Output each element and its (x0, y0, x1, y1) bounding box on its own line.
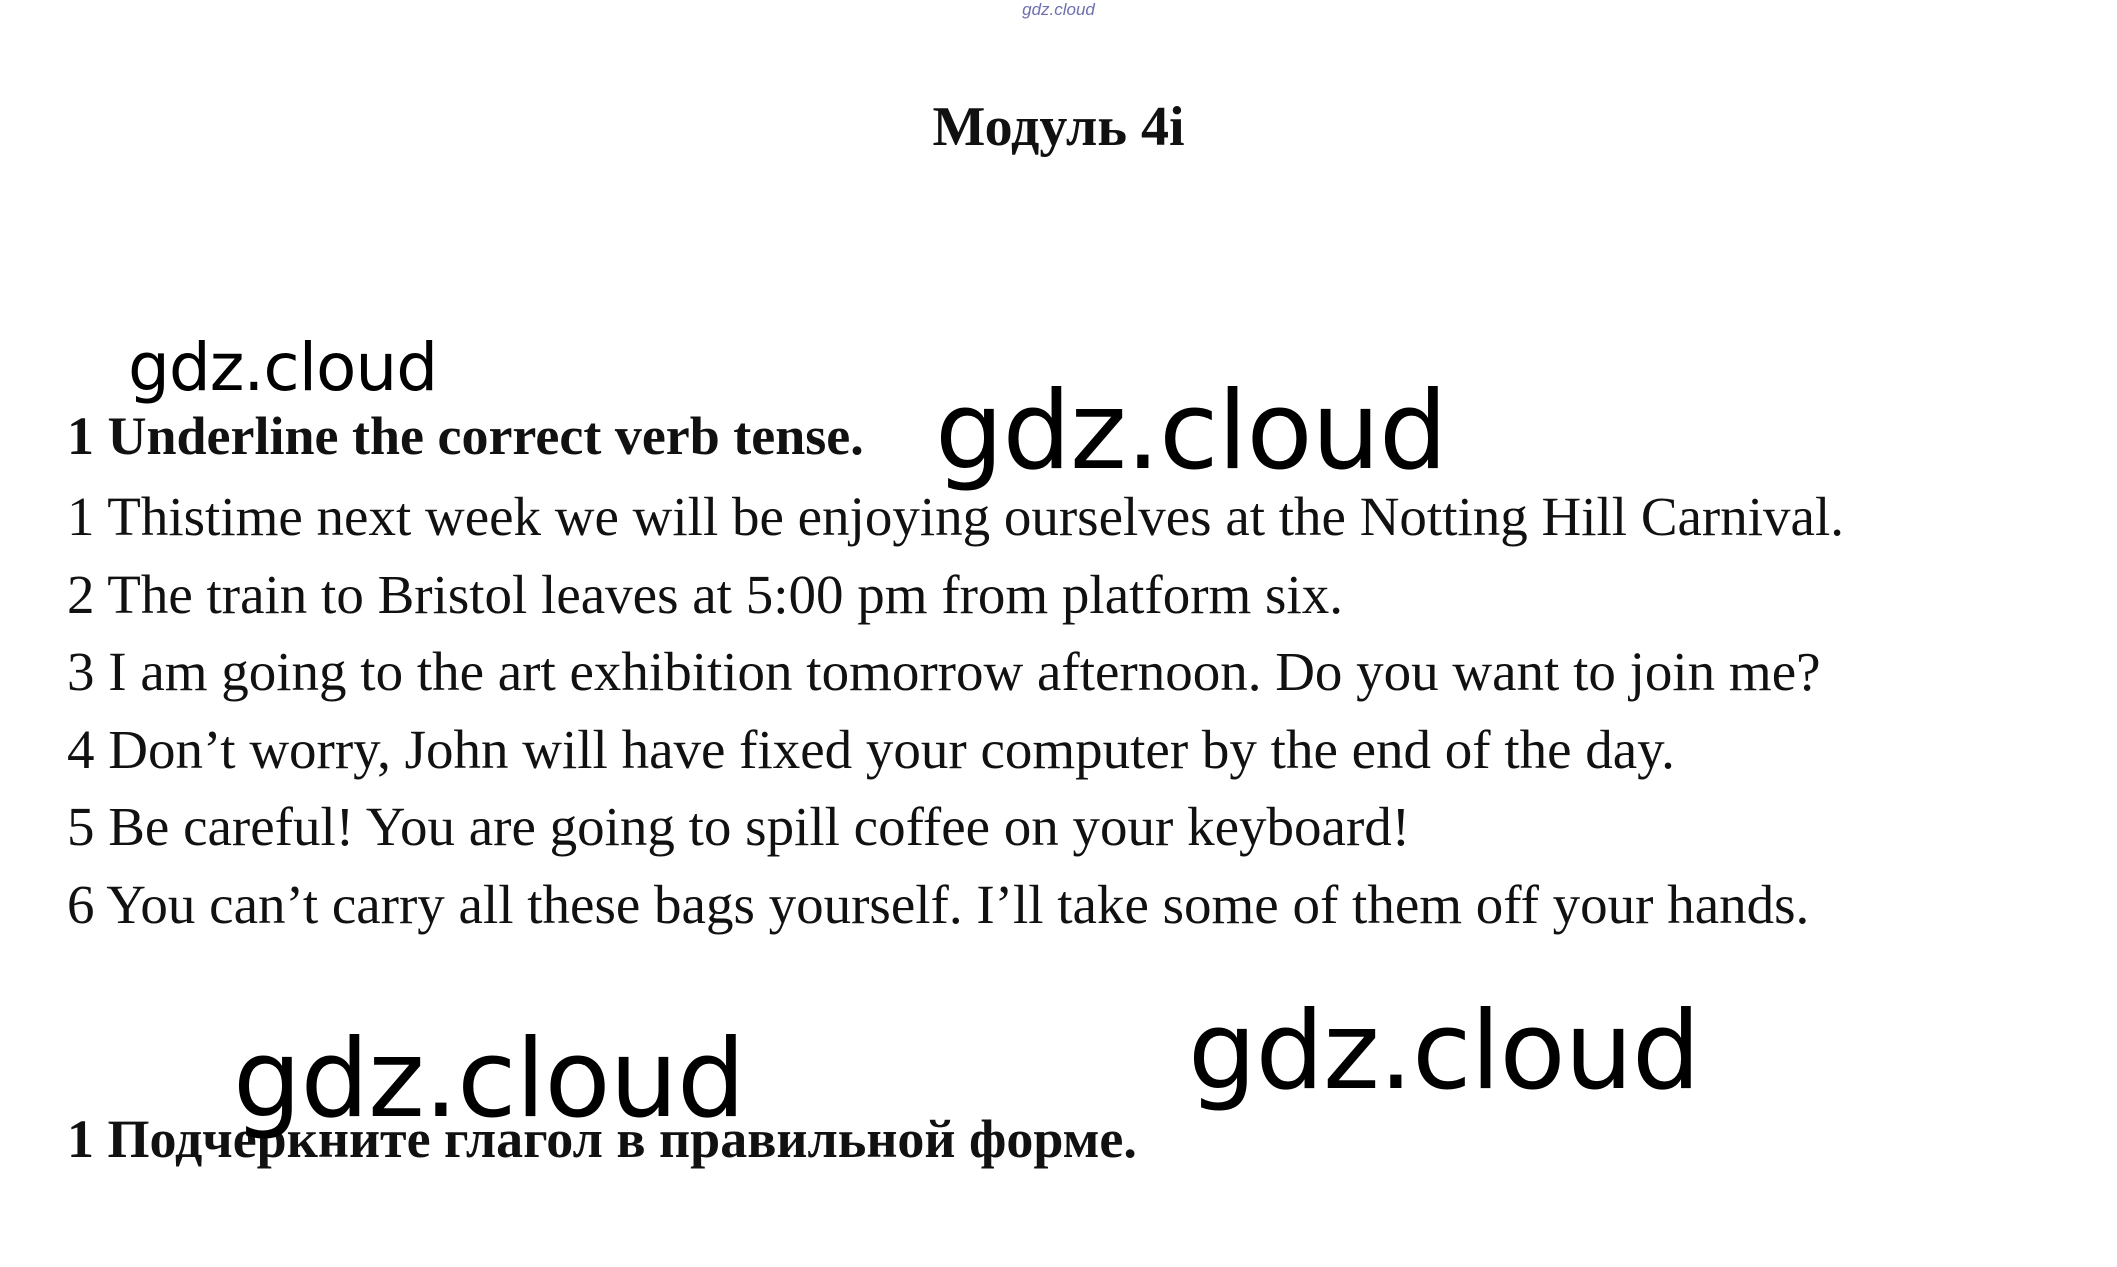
sentence-3: 3 I am going to the art exhibition tomorrow afternoon. Do you want to join me? (67, 641, 1821, 702)
watermark-large-left: gdz.cloud (233, 1017, 745, 1142)
watermark-small: gdz.cloud (128, 329, 438, 406)
sentence-2: 2 The train to Bristol leaves at 5:00 pm from platform six. (67, 563, 1343, 625)
sentence-5: 5 Be careful! You are going to spill coffee on your keyboard! (67, 796, 1411, 857)
sentence-1: 1 Thistime next week we will be enjoying ourselves at the Notting Hill Carnival. (67, 486, 1844, 547)
page-title: Модуль 4i (932, 96, 1185, 158)
exercise-heading-ru: 1 Подчеркните глагол в правильной форме. (67, 1109, 1137, 1169)
top-watermark: gdz.cloud (1022, 0, 1095, 19)
watermark-large-right: gdz.cloud (1188, 989, 1700, 1114)
exercise-heading-en: 1 Underline the correct verb tense. (67, 406, 864, 466)
sentence-6: 6 You can’t carry all these bags yourself. I’ll take some of them off your hands. (67, 873, 1810, 935)
sentence-4: 4 Don’t worry, John will have fixed your computer by the end of the day. (67, 718, 1675, 780)
sentence-list (67, 478, 1844, 943)
watermark-large-top: gdz.cloud (935, 369, 1447, 494)
